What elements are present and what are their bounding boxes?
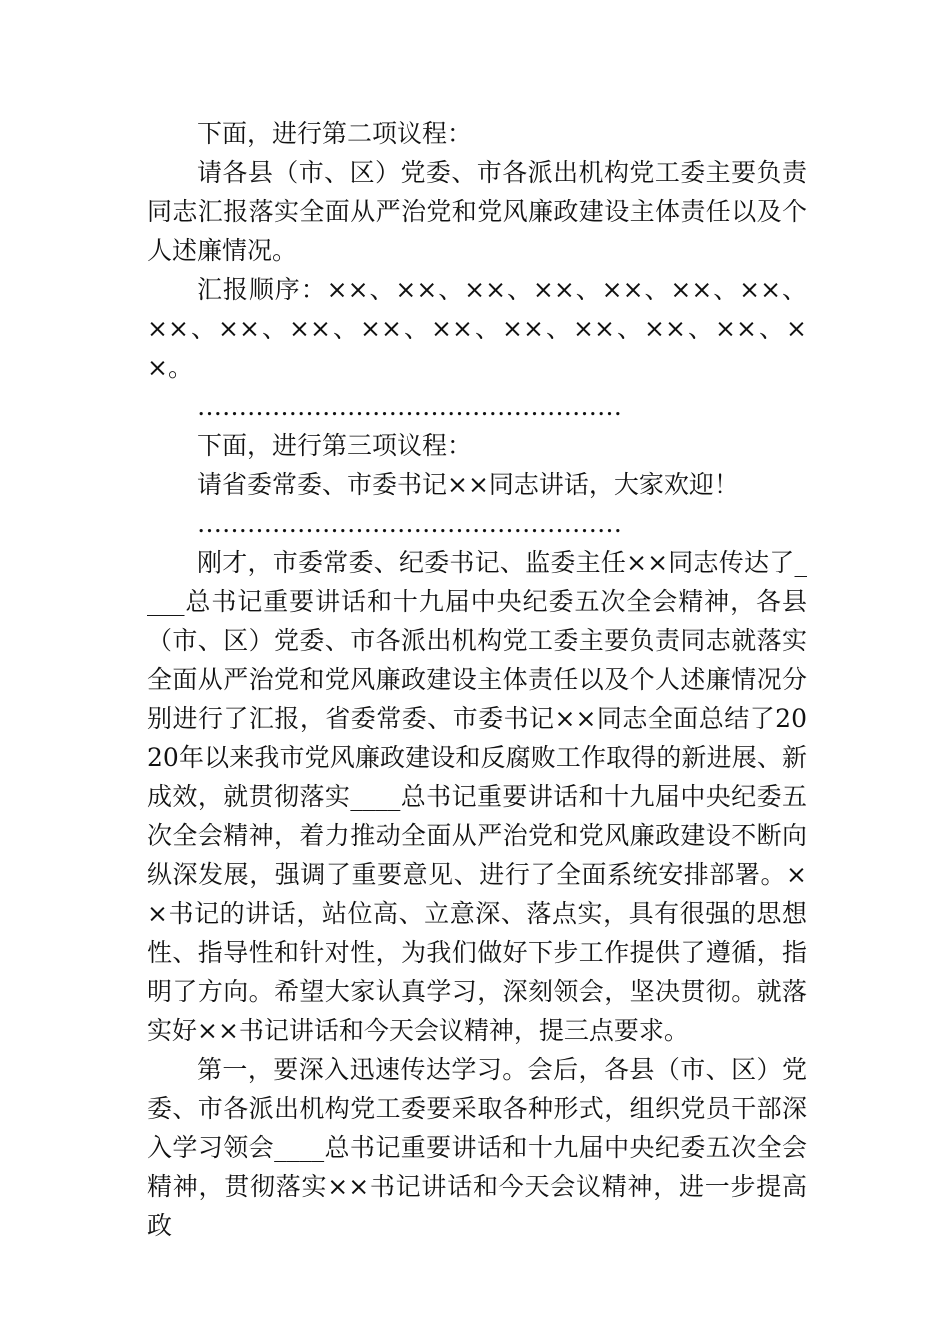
- requirement-1-paragraph: 第一，要深入迅速传达学习。会后，各县（市、区）党委、市各派出机构党工委要采取各种形式，组织党员干部深入学习领会____总书记重要讲话和十九届中央纪委五次全会精神，贯彻落实××书记讲话和今天会议精神，进一步提高政: [147, 1055, 807, 1240]
- agenda-item-3-heading: 下面，进行第三项议程：: [197, 431, 473, 460]
- document-body: [147, 114, 807, 1245]
- agenda-item-2-heading: 下面，进行第二项议程：: [197, 119, 473, 148]
- ellipsis-divider: ……………………………………………: [197, 509, 622, 538]
- ellipsis-divider: ……………………………………………: [197, 392, 622, 421]
- report-order-paragraph: 汇报顺序：××、××、××、××、××、××、××、××、××、××、××、××、××、××、××、××、××。: [147, 275, 807, 382]
- summary-paragraph: 刚才，市委常委、纪委书记、监委主任××同志传达了____总书记重要讲话和十九届中央纪委五次全会精神，各县（市、区）党委、市各派出机构党工委主要负责同志就落实全面从严治党和党风廉政建设主体责任以及个人述廉情况分别进行了汇报，省委常委、市委书记××同志全面总结了2020年以来我市党风廉政建设和反腐败工作取得的新进展、新成效，就贯彻落实____总书记重要讲话和十九届中央纪委五次全会精神，着力推动全面从严治党和党风廉政建设不断向纵深发展，强调了重要意见、进行了全面系统安排部署。××书记的讲话，站位高、立意深、落点实，具有很强的思想性、指导性和针对性，为我们做好下步工作提供了遵循，指明了方向。希望大家认真学习，深刻领会，坚决贯彻。就落实好××书记讲话和今天会议精神，提三点要求。: [147, 548, 807, 1045]
- agenda-item-2-instruction: 请各县（市、区）党委、市各派出机构党工委主要负责同志汇报落实全面从严治党和党风廉政建设主体责任以及个人述廉情况。: [147, 158, 807, 265]
- agenda-item-3-instruction: 请省委常委、市委书记××同志讲话，大家欢迎！: [197, 470, 739, 499]
